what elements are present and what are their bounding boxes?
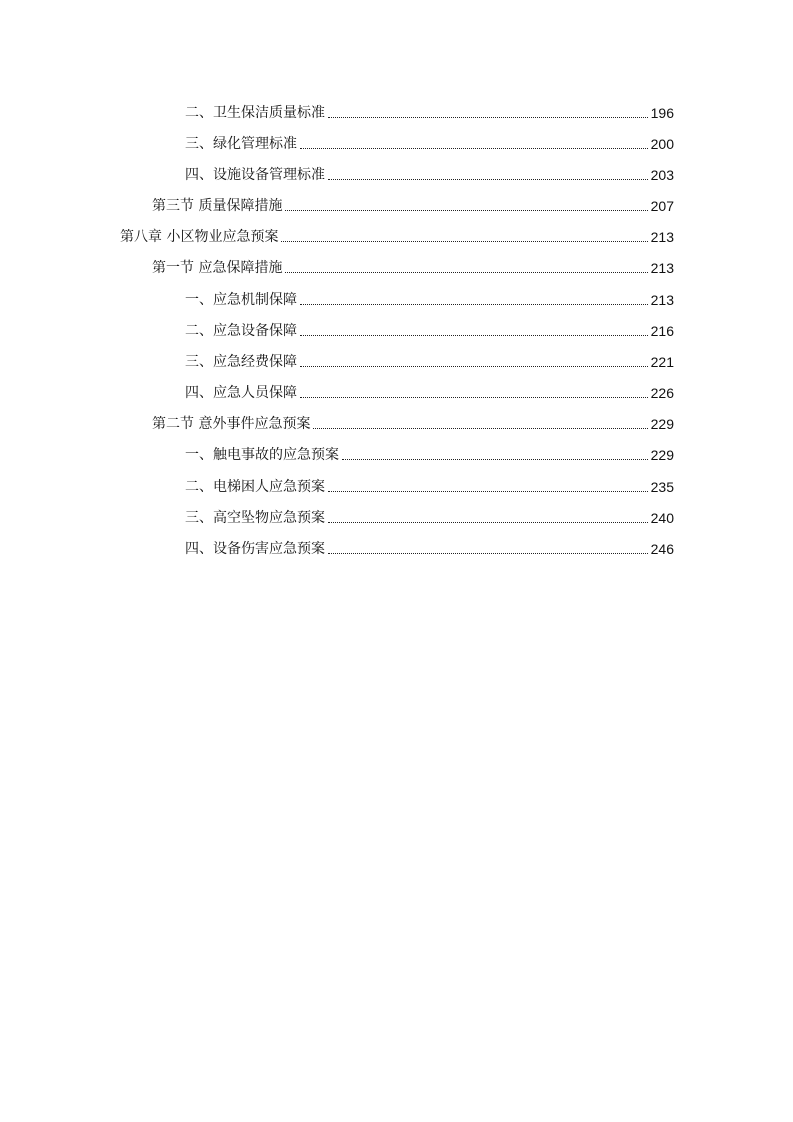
toc-dot-leader	[342, 459, 648, 460]
toc-entry-page: 226	[650, 385, 674, 401]
toc-entry-page: 196	[650, 105, 674, 121]
toc-entry-label: 一、触电事故的应急预案	[185, 447, 339, 463]
toc-entry-page: 213	[650, 229, 674, 245]
toc-entry[interactable]	[185, 100, 674, 122]
toc-entry-label: 二、应急设备保障	[185, 323, 297, 339]
toc-entry-label: 第一节 应急保障措施	[152, 260, 283, 276]
toc-entry-label: 第二节 意外事件应急预案	[152, 416, 311, 432]
toc-dot-leader	[313, 428, 648, 429]
toc-entry[interactable]	[185, 505, 674, 527]
toc-dot-leader	[328, 117, 648, 118]
toc-entry[interactable]	[185, 442, 674, 464]
toc-entry-page: 240	[650, 510, 674, 526]
toc-entry-label: 三、绿化管理标准	[185, 136, 297, 152]
toc-entry-label: 第八章 小区物业应急预案	[120, 229, 279, 245]
toc-dot-leader	[300, 148, 648, 149]
toc-entry-label: 三、高空坠物应急预案	[185, 510, 325, 526]
toc-dot-leader	[300, 304, 648, 305]
toc-entry[interactable]	[152, 255, 674, 277]
toc-entry-label: 四、设施设备管理标准	[185, 167, 325, 183]
toc-entry-page: 207	[650, 198, 674, 214]
toc-entry-label: 第三节 质量保障措施	[152, 198, 283, 214]
toc-entry[interactable]	[152, 193, 674, 215]
toc-entry[interactable]	[185, 380, 674, 402]
toc-entry-page: 200	[650, 136, 674, 152]
toc-dot-leader	[281, 241, 648, 242]
toc-dot-leader	[300, 397, 648, 398]
toc-dot-leader	[285, 210, 648, 211]
toc-entry-page: 229	[650, 416, 674, 432]
toc-dot-leader	[300, 366, 648, 367]
toc-entry[interactable]	[185, 474, 674, 496]
toc-entry-label: 二、卫生保洁质量标准	[185, 105, 325, 121]
toc-entry[interactable]	[185, 318, 674, 340]
toc-entry-label: 三、应急经费保障	[185, 354, 297, 370]
toc-entry-label: 四、设备伤害应急预案	[185, 541, 325, 557]
toc-entry-label: 一、应急机制保障	[185, 292, 297, 308]
toc-entry[interactable]	[185, 349, 674, 371]
toc-dot-leader	[328, 491, 648, 492]
toc-entry-page: 216	[650, 323, 674, 339]
toc-entry-page: 213	[650, 292, 674, 308]
toc-entry[interactable]	[185, 287, 674, 309]
toc-dot-leader	[328, 179, 648, 180]
toc-entry-page: 229	[650, 447, 674, 463]
toc-entry-page: 213	[650, 260, 674, 276]
toc-entry[interactable]	[185, 536, 674, 558]
toc-entry[interactable]	[185, 162, 674, 184]
toc-entry-label: 四、应急人员保障	[185, 385, 297, 401]
toc-dot-leader	[328, 522, 648, 523]
toc-dot-leader	[328, 553, 648, 554]
toc-dot-leader	[285, 272, 648, 273]
toc-entry-page: 203	[650, 167, 674, 183]
toc-entry-page: 221	[650, 354, 674, 370]
toc-entry[interactable]	[185, 131, 674, 153]
toc-entry[interactable]	[152, 411, 674, 433]
toc-dot-leader	[300, 335, 648, 336]
toc-entry-page: 246	[650, 541, 674, 557]
toc-entry[interactable]	[120, 224, 674, 246]
toc-entry-page: 235	[650, 479, 674, 495]
toc-entry-label: 二、电梯困人应急预案	[185, 479, 325, 495]
